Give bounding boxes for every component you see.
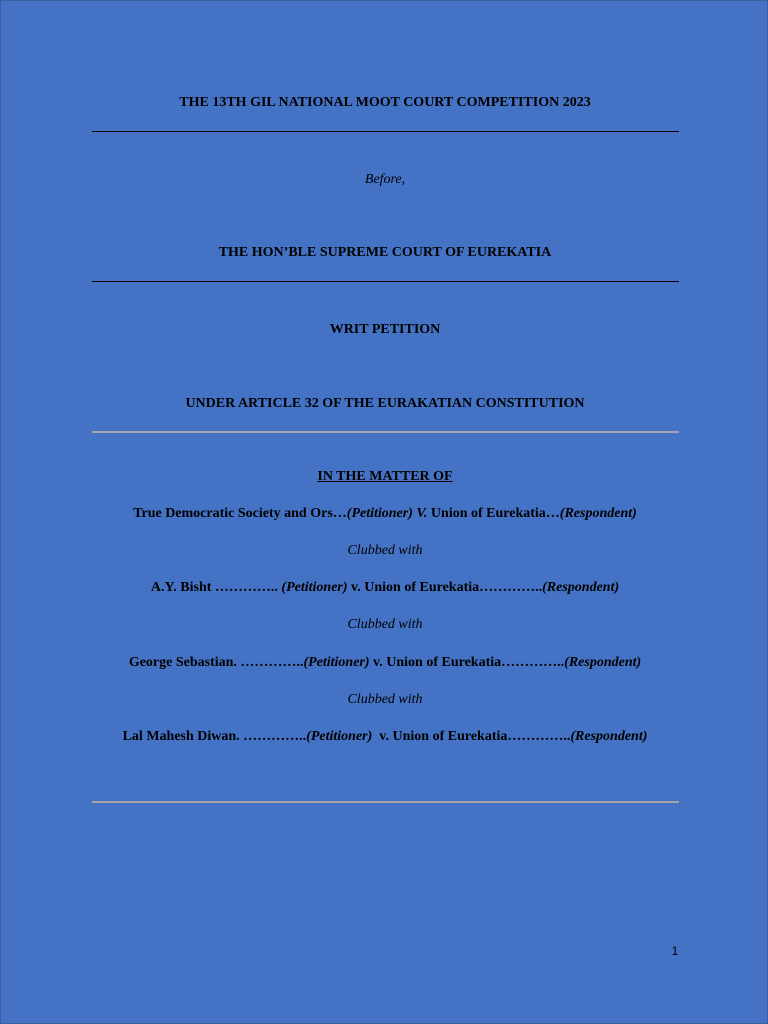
case-line [1,728,768,746]
divider-line [92,431,679,433]
respondent-role: (Respondent) [559,506,637,521]
petitioner-role: (Petitioner) [303,655,370,670]
petitioner-role: (Petitioner) [306,729,373,744]
competition-title: THE 13TH GIL NATIONAL MOOT COURT COMPETITION 2023 [179,95,591,110]
before-label: Before, [364,172,406,187]
respondent-name: v. Union of Eurekatia………….. [372,729,571,744]
petitioner-name: A.Y. Bisht ………….. [150,580,282,595]
respondent-role: (Respondent) [570,729,648,744]
clubbed-with-label: Clubbed with [347,543,423,558]
petitioner-name: True Democratic Society and Ors… [133,506,347,521]
in-the-matter-heading: IN THE MATTER OF [317,469,453,484]
divider-line [92,281,679,282]
respondent-role: (Respondent) [564,655,642,670]
petitioner-role: (Petitioner) V. [346,506,431,521]
petitioner-role: (Petitioner) [281,580,348,595]
case-line [1,579,768,597]
petitioner-name: Lal Mahesh Diwan. ………….. [122,729,307,744]
respondent-name: v. Union of Eurekatia………….. [347,580,543,595]
under-article: UNDER ARTICLE 32 OF THE EURAKATIAN CONSTITUTION [185,396,585,411]
divider-line [92,801,679,803]
clubbed-with-label: Clubbed with [347,617,423,632]
clubbed-with-label: Clubbed with [347,692,423,707]
case-line [1,654,768,672]
case-line [1,505,768,523]
respondent-role: (Respondent) [542,580,620,595]
respondent-name: v. Union of Eurekatia………….. [369,655,565,670]
page-number: 1 [671,944,679,958]
divider-line [92,131,679,132]
respondent-name: Union of Eurekatia… [430,506,560,521]
petitioner-name: George Sebastian. ………….. [128,655,304,670]
court-name: THE HON’BLE SUPREME COURT OF EUREKATIA [218,245,552,260]
petition-type: WRIT PETITION [329,322,441,337]
